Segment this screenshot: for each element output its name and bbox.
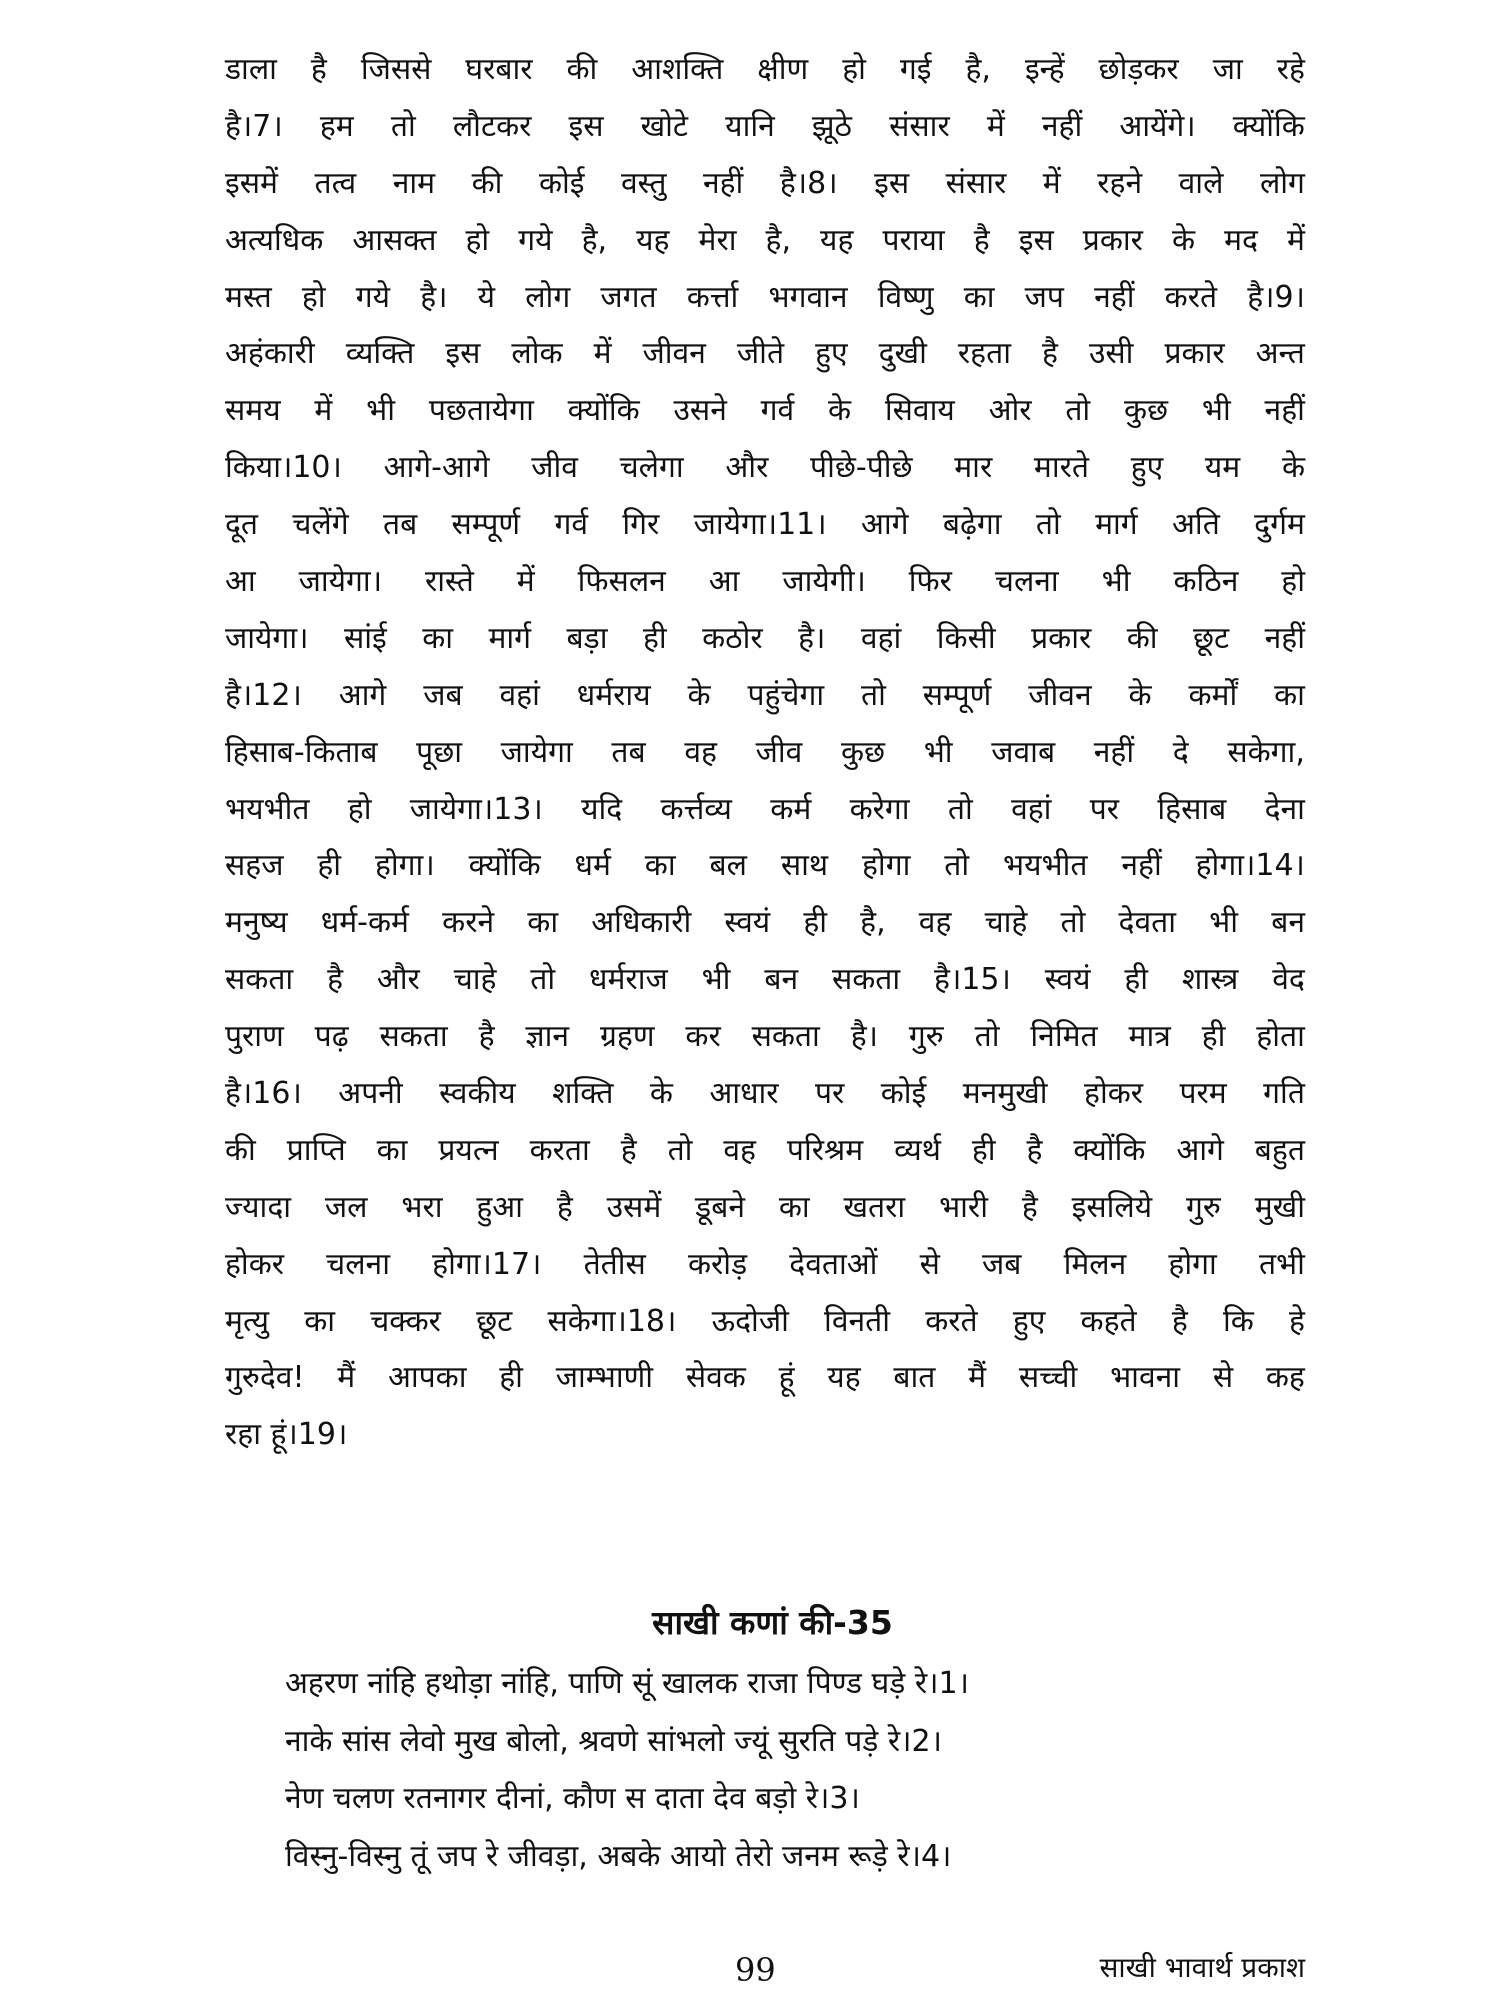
body-line: भयभीत हो जायेगा।13। यदि कर्त्तव्य कर्म करेगा तो वहां पर हिसाब देना bbox=[225, 791, 1305, 827]
body-line: होकर चलना होगा।17। तेतीस करोड़ देवताओं से जब मिलन होगा तभी bbox=[225, 1246, 1305, 1282]
running-footer-title: साखी भावार्थ प्रकाश bbox=[1099, 1951, 1305, 1984]
body-line: अत्यधिक आसक्त हो गये है, यह मेरा है, यह पराया है इस प्रकार के मद में bbox=[225, 222, 1305, 258]
body-line: गुरुदेव! मैं आपका ही जाम्भाणी सेवक हूं यह बात मैं सच्ची भावना से कह bbox=[225, 1360, 1305, 1396]
body-line: रहा हूं।19। bbox=[225, 1417, 348, 1453]
body-line: पुराण पढ़ सकता है ज्ञान ग्रहण कर सकता है। गुरु तो निमित मात्र ही होता bbox=[225, 1019, 1305, 1055]
body-line: है।16। अपनी स्वकीय शक्ति के आधार पर कोई मनमुखी होकर परम गति bbox=[225, 1076, 1305, 1112]
body-line: दूत चलेंगे तब सम्पूर्ण गर्व गिर जायेगा।11। आगे बढ़ेगा तो मार्ग अति दुर्गम bbox=[225, 507, 1305, 543]
body-line: डाला है जिससे घरबार की आशक्ति क्षीण हो गई है, इन्हें छोड़कर जा रहे bbox=[225, 52, 1305, 87]
body-line: समय में भी पछतायेगा क्योंकि उसने गर्व के सिवाय ओर तो कुछ भी नहीं bbox=[225, 393, 1305, 429]
body-line: है।7। हम तो लौटकर इस खोटे यानि झूठे संसार में नहीं आयेंगे। क्योंकि bbox=[225, 108, 1305, 144]
body-paragraph bbox=[225, 42, 1305, 1464]
page-number: 99 bbox=[735, 1951, 776, 1989]
body-line: किया।10। आगे-आगे जीव चलेगा और पीछे-पीछे मार मारते हुए यम के bbox=[225, 450, 1305, 486]
body-line: सकता है और चाहे तो धर्मराज भी बन सकता है।15। स्वयं ही शास्त्र वेद bbox=[225, 962, 1305, 998]
body-line: हिसाब-किताब पूछा जायेगा तब वह जीव कुछ भी जवाब नहीं दे सकेगा, bbox=[225, 734, 1305, 770]
verse-line: अहरण नांहि हथोड़ा नांहि, पाणि सूं खालक राजा पिण्ड घड़े रे।1। bbox=[285, 1666, 969, 1701]
body-line: मस्त हो गये है। ये लोग जगत कर्त्ता भगवान विष्णु का जप नहीं करते है।9। bbox=[225, 279, 1305, 315]
body-line: ज्यादा जल भरा हुआ है उसमें डूबने का खतरा भारी है इसलिये गुरु मुखी bbox=[225, 1189, 1305, 1225]
verse-line: नेण चलण रतनागर दीनां, कौण स दाता देव बड़ो रे।3। bbox=[285, 1781, 860, 1816]
verse-line: विस्नु-विस्नु तूं जप रे जीवड़ा, अबके आयो तेरो जनम रूड़े रे।4। bbox=[285, 1838, 952, 1874]
body-line: मृत्यु का चक्कर छूट सकेगा।18। ऊदोजी विनती करते हुए कहते है कि हे bbox=[225, 1303, 1305, 1339]
body-line: है।12। आगे जब वहां धर्मराय के पहुंचेगा तो सम्पूर्ण जीवन के कर्मों का bbox=[225, 677, 1305, 713]
body-line: अहंकारी व्यक्ति इस लोक में जीवन जीते हुए दुखी रहता है उसी प्रकार अन्त bbox=[225, 336, 1305, 372]
body-line: आ जायेगा। रास्ते में फिसलन आ जायेगी। फिर चलना भी कठिन हो bbox=[225, 564, 1305, 600]
body-line: सहज ही होगा। क्योंकि धर्म का बल साथ होगा तो भयभीत नहीं होगा।14। bbox=[225, 848, 1305, 884]
body-line: की प्राप्ति का प्रयत्न करता है तो वह परिश्रम व्यर्थ ही है क्योंकि आगे बहुत bbox=[225, 1132, 1305, 1168]
body-line: जायेगा। सांई का मार्ग बड़ा ही कठोर है। वहां किसी प्रकार की छूट नहीं bbox=[225, 620, 1305, 656]
body-line: मनुष्य धर्म-कर्म करने का अधिकारी स्वयं ही है, वह चाहे तो देवता भी बन bbox=[225, 905, 1305, 941]
verse-line: नाके सांस लेवो मुख बोलो, श्रवणे सांभलो ज्यूं सुरति पड़े रे।2। bbox=[285, 1723, 942, 1759]
body-line: इसमें तत्व नाम की कोई वस्तु नहीं है।8। इस संसार में रहने वाले लोग bbox=[225, 165, 1305, 201]
verse-block bbox=[285, 1655, 1265, 1885]
section-heading: साखी कणां की-35 bbox=[652, 1603, 893, 1642]
